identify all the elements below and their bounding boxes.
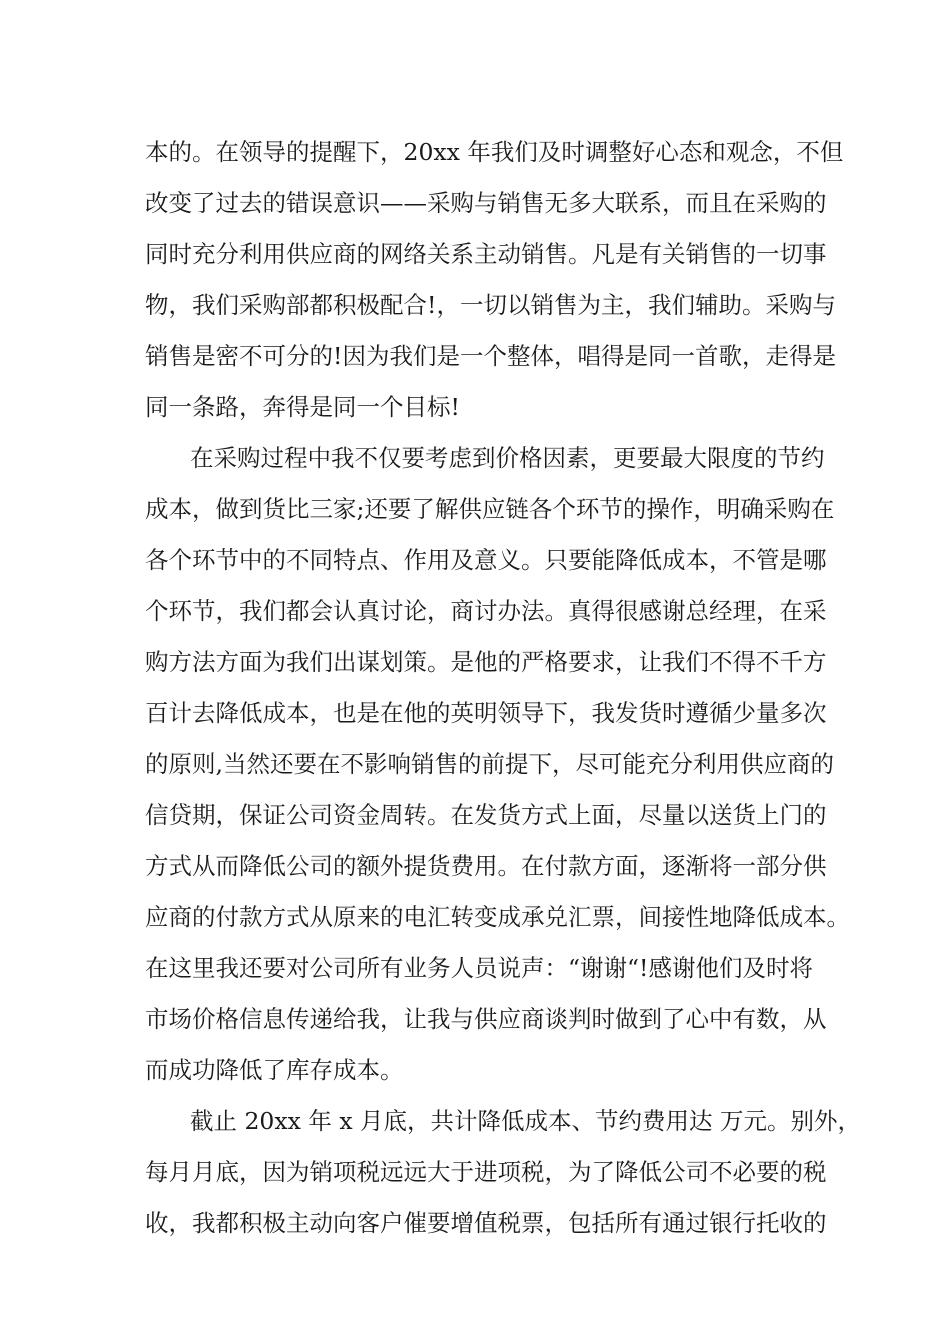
text-line: 市场价格信息传递给我，让我与供应商谈判时做到了心中有数，从 [145,1005,827,1033]
text-line: 改变了过去的错误意识——采购与销售无多大联系，而且在采购的 [145,189,827,217]
text-line: 收，我都积极主动向客户催要增值税票，包括所有通过银行托收的 [145,1209,827,1237]
text-line: 各个环节中的不同特点、作用及意义。只要能降低成本，不管是哪 [145,546,827,574]
text-line: 物，我们采购部都积极配合!，一切以销售为主，我们辅助。采购与 [145,291,836,319]
text-line: 方式从而降低公司的额外提货费用。在付款方面，逐渐将一部分供 [145,852,827,880]
text-line: 本的。在领导的提醒下，20xx 年我们及时调整好心态和观念，不但 [145,138,844,166]
text-line: 成本，做到货比三家;还要了解供应链各个环节的操作，明确采购在 [145,495,835,523]
text-line: 同时充分利用供应商的网络关系主动销售。凡是有关销售的一切事 [145,240,827,268]
text-line: 同一条路，奔得是同一个目标! [145,393,460,421]
text-line: 每月月底，因为销项税远远大于进项税，为了降低公司不必要的税 [145,1158,827,1186]
text-line: 的原则,当然还要在不影响销售的前提下，尽可能充分利用供应商的 [145,750,834,778]
text-line: 应商的付款方式从原来的电汇转变成承兑汇票，间接性地降低成本。 [145,903,850,931]
text-line: 在这里我还要对公司所有业务人员说声：“谢谢“!感谢他们及时将 [145,954,813,982]
text-line: 信贷期，保证公司资金周转。在发货方式上面，尽量以送货上门的 [145,801,827,829]
text-line: 而成功降低了库存成本。 [145,1056,404,1084]
text-line: 销售是密不可分的!因为我们是一个整体，唱得是同一首歌，走得是 [145,342,836,370]
text-line: 购方法方面为我们出谋划策。是他的严格要求，让我们不得不千方 [145,648,827,676]
paragraph-first-line: 在采购过程中我不仅要考虑到价格因素，更要最大限度的节约 [190,444,825,472]
text-line: 百计去降低成本，也是在他的英明领导下，我发货时遵循少量多次 [145,699,827,727]
text-line: 个环节，我们都会认真讨论，商讨办法。真得很感谢总经理，在采 [145,597,827,625]
paragraph-first-line: 截止 20xx 年 x 月底，共计降低成本、节约费用达 万元。别外， [190,1107,862,1135]
